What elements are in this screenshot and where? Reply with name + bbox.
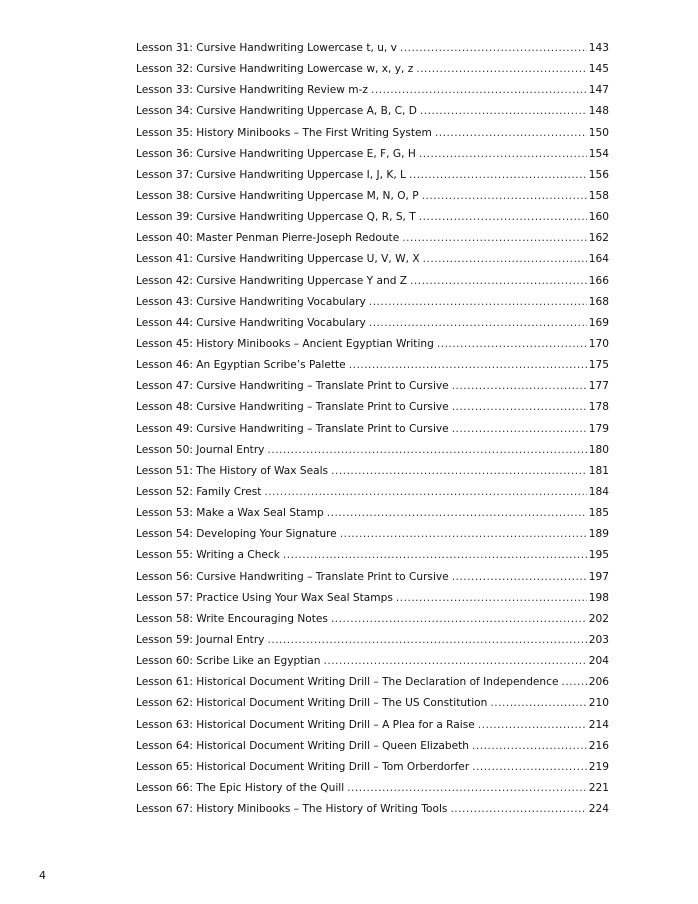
toc-dot-leader: [490, 693, 586, 714]
toc-entry: [136, 271, 609, 292]
toc-entry-title: Lesson 37: Cursive Handwriting Uppercase I, J, K, L: [136, 168, 406, 181]
toc-entry-title: Lesson 35: History Minibooks – The First Writing System: [136, 126, 432, 139]
toc-entry-page: 179: [588, 422, 609, 435]
toc-entry: [136, 799, 609, 820]
page-number: 4: [39, 869, 46, 882]
toc-entry: [136, 461, 609, 482]
table-of-contents: [136, 38, 609, 820]
toc-entry: [136, 228, 609, 249]
toc-dot-leader: [369, 313, 587, 334]
toc-entry-title: Lesson 31: Cursive Handwriting Lowercase t, u, v: [136, 42, 397, 54]
toc-dot-leader: [422, 186, 587, 207]
toc-entry-page: 145: [588, 63, 609, 76]
toc-entry-title: Lesson 48: Cursive Handwriting – Translate Print to Cursive: [136, 401, 449, 414]
toc-dot-leader: [396, 588, 587, 609]
toc-entry-page: 170: [588, 337, 609, 350]
toc-entry: [136, 672, 609, 693]
toc-entry-page: 169: [588, 316, 609, 329]
toc-entry: [136, 144, 609, 165]
toc-entry-title: Lesson 65: Historical Document Writing Drill – Tom Orberdorfer: [136, 760, 470, 773]
toc-dot-leader: [452, 397, 587, 418]
toc-entry: [136, 503, 609, 524]
toc-dot-leader: [409, 165, 587, 186]
toc-entry-page: 216: [588, 739, 609, 752]
toc-entry-title: Lesson 32: Cursive Handwriting Lowercase w, x, y, z: [136, 63, 414, 76]
toc-dot-leader: [452, 567, 587, 588]
toc-entry: [136, 80, 609, 101]
toc-entry: [136, 355, 609, 376]
toc-entry-title: Lesson 52: Family Crest: [136, 485, 262, 498]
toc-dot-leader: [416, 59, 586, 80]
toc-entry-title: Lesson 33: Cursive Handwriting Review m-z: [136, 84, 368, 97]
toc-entry-page: 178: [588, 401, 609, 414]
toc-entry-title: Lesson 39: Cursive Handwriting Uppercase Q, R, S, T: [136, 211, 416, 224]
toc-entry-title: Lesson 63: Historical Document Writing Drill – A Plea for a Raise: [136, 718, 475, 731]
toc-dot-leader: [450, 799, 586, 820]
toc-entry-page: 214: [588, 718, 609, 731]
toc-entry-page: 180: [588, 443, 609, 456]
toc-entry-title: Lesson 51: The History of Wax Seals: [136, 464, 329, 477]
toc-dot-leader: [349, 355, 587, 376]
toc-dot-leader: [324, 651, 587, 672]
toc-entry: [136, 123, 609, 144]
toc-entry-title: Lesson 47: Cursive Handwriting – Translate Print to Cursive: [136, 380, 449, 393]
toc-dot-leader: [331, 461, 587, 482]
toc-entry-page: 164: [588, 253, 609, 266]
toc-entry-page: 185: [588, 507, 609, 520]
toc-entry-page: 150: [588, 126, 609, 139]
toc-entry-page: 206: [588, 676, 609, 689]
toc-entry-page: 184: [588, 485, 609, 498]
toc-entry-title: Lesson 56: Cursive Handwriting – Translate Print to Cursive: [136, 570, 449, 583]
toc-entry: [136, 440, 609, 461]
toc-dot-leader: [331, 609, 587, 630]
toc-entry-page: 198: [588, 591, 609, 604]
toc-entry: [136, 778, 609, 799]
toc-entry-page: 154: [588, 147, 609, 160]
toc-dot-leader: [420, 101, 587, 122]
toc-dot-leader: [472, 757, 587, 778]
toc-entry-title: Lesson 46: An Egyptian Scribe’s Palette: [136, 359, 346, 372]
toc-entry-title: Lesson 67: History Minibooks – The History of Writing Tools: [136, 803, 448, 816]
toc-entry: [136, 736, 609, 757]
toc-entry: [136, 376, 609, 397]
toc-dot-leader: [435, 123, 587, 144]
toc-entry-title: Lesson 62: Historical Document Writing Drill – The US Constitution: [136, 697, 488, 710]
toc-entry-title: Lesson 60: Scribe Like an Egyptian: [136, 655, 321, 668]
toc-entry: [136, 630, 609, 651]
toc-entry: [136, 693, 609, 714]
toc-entry: [136, 397, 609, 418]
toc-dot-leader: [472, 736, 587, 757]
toc-entry-page: 175: [588, 359, 609, 372]
toc-entry: [136, 334, 609, 355]
toc-dot-leader: [452, 419, 587, 440]
toc-entry-title: Lesson 66: The Epic History of the Quill: [136, 781, 345, 794]
toc-entry-page: 160: [588, 211, 609, 224]
toc-entry-title: Lesson 40: Master Penman Pierre-Joseph Redoute: [136, 232, 400, 245]
toc-entry-page: 219: [588, 760, 609, 773]
toc-entry-page: 162: [588, 232, 609, 245]
toc-entry-title: Lesson 54: Developing Your Signature: [136, 528, 337, 541]
toc-dot-leader: [410, 271, 587, 292]
toc-dot-leader: [267, 630, 586, 651]
toc-entry-page: 147: [588, 84, 609, 97]
toc-entry: [136, 207, 609, 228]
toc-entry: [136, 545, 609, 566]
toc-dot-leader: [419, 207, 587, 228]
toc-dot-leader: [347, 778, 587, 799]
toc-entry-title: Lesson 49: Cursive Handwriting – Translate Print to Cursive: [136, 422, 449, 435]
toc-entry-title: Lesson 58: Write Encouraging Notes: [136, 612, 328, 625]
toc-entry-page: 202: [588, 612, 609, 625]
toc-entry-title: Lesson 53: Make a Wax Seal Stamp: [136, 507, 324, 520]
toc-dot-leader: [452, 376, 587, 397]
toc-entry: [136, 651, 609, 672]
toc-entry-title: Lesson 64: Historical Document Writing Drill – Queen Elizabeth: [136, 739, 469, 752]
toc-dot-leader: [371, 80, 587, 101]
toc-entry: [136, 567, 609, 588]
toc-dot-leader: [423, 249, 587, 270]
toc-entry-title: Lesson 61: Historical Document Writing Drill – The Declaration of Independence: [136, 676, 559, 689]
toc-entry: [136, 249, 609, 270]
toc-dot-leader: [400, 38, 587, 59]
toc-dot-leader: [340, 524, 587, 545]
toc-entry-title: Lesson 55: Writing a Check: [136, 549, 280, 562]
toc-entry-page: 156: [588, 168, 609, 181]
toc-entry-page: 195: [588, 549, 609, 562]
toc-entry: [136, 186, 609, 207]
toc-entry: [136, 757, 609, 778]
toc-entry-title: Lesson 59: Journal Entry: [136, 633, 265, 646]
toc-dot-leader: [369, 292, 587, 313]
toc-entry-page: 168: [588, 295, 609, 308]
toc-entry: [136, 38, 609, 59]
toc-entry: [136, 313, 609, 334]
toc-entry-title: Lesson 57: Practice Using Your Wax Seal Stamps: [136, 591, 393, 604]
toc-entry: [136, 715, 609, 736]
toc-dot-leader: [419, 144, 587, 165]
toc-entry-title: Lesson 38: Cursive Handwriting Uppercase M, N, O, P: [136, 189, 419, 202]
toc-entry: [136, 524, 609, 545]
toc-entry: [136, 588, 609, 609]
toc-entry-page: 158: [588, 189, 609, 202]
toc-entry-title: Lesson 44: Cursive Handwriting Vocabulary: [136, 316, 366, 329]
toc-entry: [136, 59, 609, 80]
toc-entry-page: 197: [588, 570, 609, 583]
toc-dot-leader: [327, 503, 587, 524]
toc-entry-page: 224: [588, 803, 609, 816]
toc-entry-page: 143: [588, 42, 609, 54]
toc-dot-leader: [283, 545, 587, 566]
toc-entry: [136, 609, 609, 630]
toc-dot-leader: [267, 440, 586, 461]
toc-dot-leader: [437, 334, 587, 355]
toc-entry: [136, 482, 609, 503]
toc-entry: [136, 165, 609, 186]
toc-dot-leader: [402, 228, 587, 249]
toc-entry: [136, 292, 609, 313]
toc-entry-title: Lesson 45: History Minibooks – Ancient Egyptian Writing: [136, 337, 434, 350]
toc-entry-title: Lesson 50: Journal Entry: [136, 443, 265, 456]
toc-entry-title: Lesson 34: Cursive Handwriting Uppercase A, B, C, D: [136, 105, 417, 118]
toc-entry-page: 203: [588, 633, 609, 646]
toc-entry-page: 221: [588, 781, 609, 794]
toc-entry-page: 177: [588, 380, 609, 393]
toc-entry-title: Lesson 41: Cursive Handwriting Uppercase U, V, W, X: [136, 253, 420, 266]
toc-entry: [136, 419, 609, 440]
toc-entry: [136, 101, 609, 122]
toc-dot-leader: [264, 482, 586, 503]
toc-entry-title: Lesson 36: Cursive Handwriting Uppercase E, F, G, H: [136, 147, 416, 160]
toc-entry-page: 181: [588, 464, 609, 477]
toc-entry-page: 148: [588, 105, 609, 118]
toc-entry-title: Lesson 42: Cursive Handwriting Uppercase Y and Z: [136, 274, 408, 287]
toc-entry-page: 166: [588, 274, 609, 287]
toc-entry-page: 189: [588, 528, 609, 541]
toc-dot-leader: [478, 715, 587, 736]
toc-entry-title: Lesson 43: Cursive Handwriting Vocabulary: [136, 295, 366, 308]
toc-dot-leader: [562, 672, 587, 693]
toc-entry-page: 210: [588, 697, 609, 710]
toc-entry-page: 204: [588, 655, 609, 668]
